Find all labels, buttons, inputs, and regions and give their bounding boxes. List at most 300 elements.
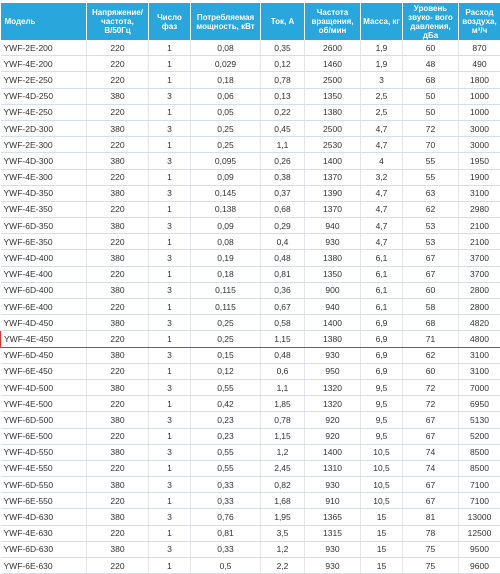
table-row [1, 266, 500, 282]
cell-current: 1,95 [261, 509, 305, 525]
header-noise: Уровень звуко- вого давления, дБа [403, 3, 459, 40]
header-power: Потребляемая мощность, кВт [191, 3, 261, 40]
cell-rpm: 2500 [305, 120, 361, 136]
table-row [1, 444, 500, 460]
cell-phases: 3 [149, 347, 191, 363]
cell-mass: 10,5 [361, 444, 403, 460]
table-row [1, 218, 500, 234]
table-row [1, 363, 500, 379]
cell-phases: 1 [149, 104, 191, 120]
cell-airflow: 6950 [459, 396, 500, 412]
cell-rpm: 900 [305, 282, 361, 298]
cell-mass: 6,9 [361, 347, 403, 363]
cell-noise: 81 [403, 509, 459, 525]
table-body [1, 40, 500, 574]
cell-noise: 50 [403, 104, 459, 120]
cell-rpm: 1380 [305, 104, 361, 120]
cell-airflow: 1000 [459, 104, 500, 120]
cell-model: YWF-4D-250 [1, 88, 87, 104]
cell-mass: 4,7 [361, 218, 403, 234]
cell-airflow: 8500 [459, 460, 500, 476]
cell-airflow: 7100 [459, 477, 500, 493]
cell-model: YWF-2E-300 [1, 137, 87, 153]
cell-airflow: 1900 [459, 169, 500, 185]
cell-phases: 3 [149, 282, 191, 298]
cell-airflow: 5130 [459, 412, 500, 428]
cell-noise: 78 [403, 525, 459, 541]
cell-power: 0,18 [191, 72, 261, 88]
header-row [1, 3, 500, 40]
cell-airflow: 5200 [459, 428, 500, 444]
cell-noise: 53 [403, 234, 459, 250]
cell-phases: 3 [149, 120, 191, 136]
cell-noise: 75 [403, 541, 459, 557]
table-row [1, 558, 500, 574]
cell-airflow: 490 [459, 56, 500, 72]
table-row [1, 509, 500, 525]
cell-noise: 67 [403, 477, 459, 493]
cell-rpm: 1310 [305, 460, 361, 476]
cell-rpm: 940 [305, 299, 361, 315]
cell-airflow: 2800 [459, 282, 500, 298]
cell-current: 0,29 [261, 218, 305, 234]
cell-rpm: 950 [305, 363, 361, 379]
cell-rpm: 1350 [305, 266, 361, 282]
cell-power: 0,5 [191, 558, 261, 574]
cell-power: 0,33 [191, 541, 261, 557]
cell-voltage: 220 [87, 363, 149, 379]
table-row [1, 412, 500, 428]
cell-mass: 1,9 [361, 56, 403, 72]
cell-current: 0,36 [261, 282, 305, 298]
cell-mass: 6,9 [361, 315, 403, 331]
cell-model: YWF-6E-500 [1, 428, 87, 444]
table-row [1, 153, 500, 169]
cell-phases: 3 [149, 185, 191, 201]
table-row [1, 234, 500, 250]
cell-noise: 70 [403, 137, 459, 153]
cell-voltage: 220 [87, 72, 149, 88]
cell-rpm: 930 [305, 541, 361, 557]
cell-current: 0,45 [261, 120, 305, 136]
cell-voltage: 380 [87, 379, 149, 395]
cell-mass: 9,5 [361, 396, 403, 412]
cell-phases: 1 [149, 169, 191, 185]
cell-noise: 50 [403, 88, 459, 104]
cell-voltage: 380 [87, 250, 149, 266]
cell-voltage: 220 [87, 234, 149, 250]
table-row [1, 72, 500, 88]
cell-airflow: 7100 [459, 493, 500, 509]
cell-mass: 6,1 [361, 266, 403, 282]
cell-model: YWF-6E-550 [1, 493, 87, 509]
cell-power: 0,81 [191, 525, 261, 541]
cell-rpm: 1315 [305, 525, 361, 541]
cell-airflow: 3100 [459, 363, 500, 379]
cell-airflow: 1950 [459, 153, 500, 169]
table-row [1, 88, 500, 104]
cell-power: 0,05 [191, 104, 261, 120]
cell-current: 1,1 [261, 379, 305, 395]
cell-model: YWF-4D-500 [1, 379, 87, 395]
cell-airflow: 3700 [459, 266, 500, 282]
cell-model: YWF-4D-300 [1, 153, 87, 169]
cell-rpm: 920 [305, 412, 361, 428]
cell-power: 0,115 [191, 299, 261, 315]
cell-rpm: 930 [305, 347, 361, 363]
cell-airflow: 3100 [459, 347, 500, 363]
cell-noise: 68 [403, 72, 459, 88]
cell-current: 0,48 [261, 250, 305, 266]
header-current: Ток, А [261, 3, 305, 40]
cell-airflow: 12500 [459, 525, 500, 541]
cell-mass: 15 [361, 509, 403, 525]
cell-phases: 1 [149, 493, 191, 509]
cell-airflow: 7000 [459, 379, 500, 395]
cell-voltage: 220 [87, 56, 149, 72]
cell-model: YWF-6D-500 [1, 412, 87, 428]
cell-power: 0,145 [191, 185, 261, 201]
table-row [1, 428, 500, 444]
cell-phases: 3 [149, 379, 191, 395]
cell-model: YWF-4E-630 [1, 525, 87, 541]
cell-model: YWF-6D-450 [1, 347, 87, 363]
cell-power: 0,12 [191, 363, 261, 379]
cell-voltage: 380 [87, 88, 149, 104]
cell-rpm: 930 [305, 477, 361, 493]
cell-rpm: 1365 [305, 509, 361, 525]
cell-model: YWF-6E-450 [1, 363, 87, 379]
cell-power: 0,55 [191, 444, 261, 460]
cell-voltage: 380 [87, 444, 149, 460]
cell-noise: 74 [403, 460, 459, 476]
cell-airflow: 8500 [459, 444, 500, 460]
cell-phases: 3 [149, 412, 191, 428]
table-row [1, 40, 500, 56]
header-phases: Число фаз [149, 3, 191, 40]
cell-mass: 2,5 [361, 104, 403, 120]
header-model: Модель [1, 3, 87, 40]
cell-rpm: 910 [305, 493, 361, 509]
cell-power: 0,19 [191, 250, 261, 266]
cell-noise: 62 [403, 347, 459, 363]
cell-model: YWF-4E-350 [1, 201, 87, 217]
cell-mass: 4,7 [361, 201, 403, 217]
cell-power: 0,23 [191, 428, 261, 444]
cell-rpm: 2500 [305, 72, 361, 88]
cell-airflow: 3700 [459, 250, 500, 266]
cell-mass: 6,1 [361, 299, 403, 315]
table-row [1, 201, 500, 217]
cell-power: 0,06 [191, 88, 261, 104]
cell-power: 0,08 [191, 234, 261, 250]
cell-mass: 6,1 [361, 250, 403, 266]
cell-rpm: 1370 [305, 201, 361, 217]
cell-phases: 3 [149, 509, 191, 525]
cell-noise: 67 [403, 428, 459, 444]
cell-phases: 3 [149, 218, 191, 234]
cell-noise: 67 [403, 250, 459, 266]
cell-current: 0,48 [261, 347, 305, 363]
cell-current: 1,15 [261, 428, 305, 444]
table-row [1, 460, 500, 476]
cell-airflow: 4820 [459, 315, 500, 331]
cell-power: 0,08 [191, 40, 261, 56]
cell-noise: 72 [403, 379, 459, 395]
cell-phases: 1 [149, 40, 191, 56]
cell-rpm: 2530 [305, 137, 361, 153]
cell-phases: 1 [149, 558, 191, 574]
table-row [1, 379, 500, 395]
cell-power: 0,25 [191, 137, 261, 153]
table-row [1, 396, 500, 412]
cell-voltage: 380 [87, 477, 149, 493]
cell-current: 0,81 [261, 266, 305, 282]
cell-rpm: 2600 [305, 40, 361, 56]
table-row [1, 299, 500, 315]
cell-mass: 15 [361, 541, 403, 557]
cell-rpm: 1320 [305, 379, 361, 395]
cell-airflow: 2800 [459, 299, 500, 315]
cell-airflow: 870 [459, 40, 500, 56]
cell-voltage: 220 [87, 299, 149, 315]
cell-power: 0,25 [191, 315, 261, 331]
cell-rpm: 1400 [305, 153, 361, 169]
cell-noise: 48 [403, 56, 459, 72]
cell-power: 0,09 [191, 218, 261, 234]
cell-current: 0,68 [261, 201, 305, 217]
cell-model: YWF-4E-450 [1, 331, 87, 347]
header-voltage: Напряжение/ частота, В/50Гц [87, 3, 149, 40]
cell-model: YWF-6E-400 [1, 299, 87, 315]
cell-mass: 10,5 [361, 493, 403, 509]
cell-noise: 67 [403, 412, 459, 428]
cell-airflow: 2980 [459, 201, 500, 217]
cell-current: 0,6 [261, 363, 305, 379]
cell-phases: 3 [149, 444, 191, 460]
cell-airflow: 3000 [459, 137, 500, 153]
cell-voltage: 220 [87, 169, 149, 185]
cell-model: YWF-6E-630 [1, 558, 87, 574]
cell-current: 0,67 [261, 299, 305, 315]
cell-voltage: 220 [87, 525, 149, 541]
cell-power: 0,23 [191, 412, 261, 428]
cell-rpm: 1390 [305, 185, 361, 201]
cell-model: YWF-6E-350 [1, 234, 87, 250]
cell-phases: 1 [149, 460, 191, 476]
cell-airflow: 3000 [459, 120, 500, 136]
cell-model: YWF-4E-250 [1, 104, 87, 120]
cell-current: 1,2 [261, 541, 305, 557]
table-row [1, 347, 500, 363]
cell-mass: 9,5 [361, 412, 403, 428]
cell-power: 0,029 [191, 56, 261, 72]
cell-phases: 1 [149, 137, 191, 153]
cell-model: YWF-4D-450 [1, 315, 87, 331]
table-row [1, 185, 500, 201]
cell-power: 0,42 [191, 396, 261, 412]
cell-model: YWF-4D-550 [1, 444, 87, 460]
cell-noise: 55 [403, 169, 459, 185]
cell-power: 0,138 [191, 201, 261, 217]
cell-rpm: 1400 [305, 315, 361, 331]
cell-noise: 68 [403, 315, 459, 331]
cell-rpm: 1380 [305, 250, 361, 266]
cell-noise: 53 [403, 218, 459, 234]
cell-mass: 3,2 [361, 169, 403, 185]
cell-phases: 1 [149, 56, 191, 72]
table-row [1, 120, 500, 136]
cell-noise: 74 [403, 444, 459, 460]
cell-current: 1,68 [261, 493, 305, 509]
cell-current: 1,1 [261, 137, 305, 153]
cell-rpm: 1370 [305, 169, 361, 185]
cell-mass: 6,9 [361, 331, 403, 347]
cell-voltage: 220 [87, 40, 149, 56]
cell-power: 0,115 [191, 282, 261, 298]
cell-voltage: 220 [87, 460, 149, 476]
cell-current: 0,78 [261, 72, 305, 88]
table-row-highlighted [1, 331, 500, 347]
cell-mass: 6,1 [361, 282, 403, 298]
cell-phases: 3 [149, 477, 191, 493]
cell-phases: 1 [149, 266, 191, 282]
cell-power: 0,18 [191, 266, 261, 282]
cell-phases: 3 [149, 153, 191, 169]
cell-phases: 1 [149, 428, 191, 444]
cell-noise: 60 [403, 40, 459, 56]
table-row [1, 169, 500, 185]
cell-phases: 1 [149, 299, 191, 315]
cell-mass: 4 [361, 153, 403, 169]
cell-voltage: 220 [87, 558, 149, 574]
cell-rpm: 1350 [305, 88, 361, 104]
cell-mass: 4,7 [361, 120, 403, 136]
cell-phases: 1 [149, 72, 191, 88]
cell-noise: 55 [403, 153, 459, 169]
cell-voltage: 380 [87, 541, 149, 557]
cell-airflow: 1800 [459, 72, 500, 88]
cell-power: 0,09 [191, 169, 261, 185]
cell-current: 0,37 [261, 185, 305, 201]
cell-noise: 62 [403, 201, 459, 217]
cell-model: YWF-4E-500 [1, 396, 87, 412]
cell-noise: 60 [403, 282, 459, 298]
cell-current: 0,12 [261, 56, 305, 72]
cell-power: 0,76 [191, 509, 261, 525]
cell-power: 0,25 [191, 331, 261, 347]
cell-voltage: 380 [87, 185, 149, 201]
cell-current: 2,2 [261, 558, 305, 574]
cell-phases: 1 [149, 331, 191, 347]
cell-airflow: 4800 [459, 331, 500, 347]
table-row [1, 477, 500, 493]
cell-mass: 4,7 [361, 137, 403, 153]
cell-voltage: 380 [87, 153, 149, 169]
table-row [1, 493, 500, 509]
cell-rpm: 1380 [305, 331, 361, 347]
cell-model: YWF-4D-350 [1, 185, 87, 201]
cell-mass: 4,7 [361, 185, 403, 201]
table-row [1, 137, 500, 153]
cell-current: 0,58 [261, 315, 305, 331]
cell-power: 0,095 [191, 153, 261, 169]
cell-current: 1,85 [261, 396, 305, 412]
cell-current: 0,82 [261, 477, 305, 493]
cell-airflow: 2100 [459, 234, 500, 250]
cell-phases: 1 [149, 396, 191, 412]
cell-noise: 72 [403, 396, 459, 412]
cell-voltage: 220 [87, 104, 149, 120]
cell-voltage: 220 [87, 266, 149, 282]
cell-voltage: 220 [87, 493, 149, 509]
cell-current: 1,15 [261, 331, 305, 347]
cell-model: YWF-4D-400 [1, 250, 87, 266]
cell-model: YWF-4E-200 [1, 56, 87, 72]
cell-voltage: 380 [87, 315, 149, 331]
table-row [1, 282, 500, 298]
cell-noise: 75 [403, 558, 459, 574]
cell-voltage: 380 [87, 120, 149, 136]
cell-phases: 1 [149, 525, 191, 541]
specs-table [0, 3, 500, 574]
cell-airflow: 2100 [459, 218, 500, 234]
table-row [1, 104, 500, 120]
cell-current: 3,5 [261, 525, 305, 541]
cell-mass: 3 [361, 72, 403, 88]
cell-mass: 9,5 [361, 379, 403, 395]
cell-voltage: 380 [87, 347, 149, 363]
cell-model: YWF-4E-400 [1, 266, 87, 282]
cell-rpm: 1320 [305, 396, 361, 412]
cell-mass: 9,5 [361, 428, 403, 444]
cell-voltage: 380 [87, 282, 149, 298]
cell-current: 0,78 [261, 412, 305, 428]
cell-voltage: 380 [87, 509, 149, 525]
cell-model: YWF-4D-630 [1, 509, 87, 525]
header-airflow: Расход воздуха, м³/ч [459, 3, 500, 40]
cell-rpm: 930 [305, 558, 361, 574]
cell-noise: 60 [403, 363, 459, 379]
table-row [1, 250, 500, 266]
table-row [1, 541, 500, 557]
cell-model: YWF-6D-350 [1, 218, 87, 234]
cell-airflow: 1000 [459, 88, 500, 104]
cell-model: YWF-6D-550 [1, 477, 87, 493]
cell-model: YWF-2D-300 [1, 120, 87, 136]
cell-airflow: 9500 [459, 541, 500, 557]
cell-noise: 67 [403, 266, 459, 282]
cell-mass: 10,5 [361, 477, 403, 493]
cell-model: YWF-6D-630 [1, 541, 87, 557]
cell-airflow: 9600 [459, 558, 500, 574]
cell-phases: 1 [149, 201, 191, 217]
cell-phases: 3 [149, 541, 191, 557]
cell-rpm: 930 [305, 234, 361, 250]
table-row [1, 315, 500, 331]
cell-model: YWF-4E-550 [1, 460, 87, 476]
cell-noise: 71 [403, 331, 459, 347]
cell-voltage: 220 [87, 428, 149, 444]
cell-power: 0,33 [191, 477, 261, 493]
cell-mass: 6,9 [361, 363, 403, 379]
cell-model: YWF-4E-300 [1, 169, 87, 185]
cell-airflow: 3100 [459, 185, 500, 201]
cell-model: YWF-6D-400 [1, 282, 87, 298]
cell-current: 0,38 [261, 169, 305, 185]
cell-current: 0,22 [261, 104, 305, 120]
cell-noise: 58 [403, 299, 459, 315]
